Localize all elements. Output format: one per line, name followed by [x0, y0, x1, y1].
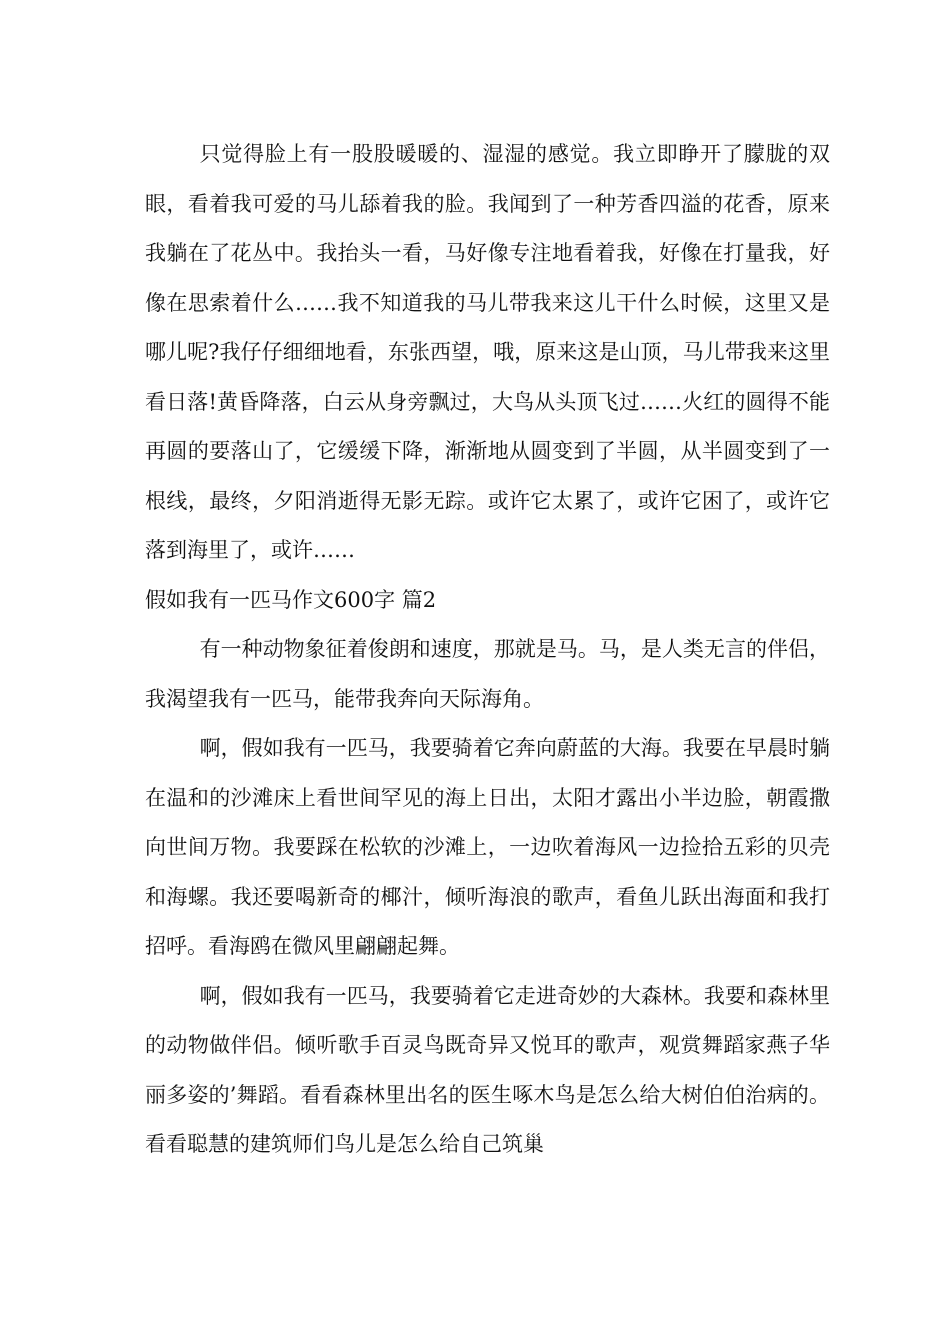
paragraph-forest: 啊，假如我有一匹马，我要骑着它走进奇妙的大森林。我要和森林里的动物做伴侣。倾听歌手百灵鸟既奇异又悦耳的歌声，观赏舞蹈家燕子华丽多姿的’舞蹈。看看森林里出名的医生啄木鸟是怎么给大树伯伯治病的。看看聪慧的建筑师们鸟儿是怎么给自己筑巢	[145, 983, 830, 1156]
paragraph-sea: 啊，假如我有一匹马，我要骑着它奔向蔚蓝的大海。我要在早晨时躺在温和的沙滩床上看世间罕见的海上日出，太阳才露出小半边脸，朝霞撒向世间万物。我要踩在松软的沙滩上，一边吹着海风一边捡拾五彩的贝壳和海螺。我还要喝新奇的椰汁，倾听海浪的歌声，看鱼儿跃出海面和我打招呼。看海鸥在微风里翩翩起舞。	[145, 736, 830, 958]
document-page	[145, 130, 830, 1170]
essay-heading: 假如我有一匹马作文600字 篇2	[145, 587, 437, 612]
paragraph-intro: 有一种动物象征着俊朗和速度，那就是马。马，是人类无言的伴侣，我渴望我有一匹马，能带我奔向天际海角。	[145, 637, 830, 711]
paragraph-sunset: 只觉得脸上有一股股暖暖的、湿湿的感觉。我立即睁开了朦胧的双眼，看着我可爱的马儿舔着我的脸。我闻到了一种芳香四溢的花香，原来我躺在了花丛中。我抬头一看，马好像专注地看着我，好像在打量我，好像在思索着什么……我不知道我的马儿带我来这儿干什么时候，这里又是哪儿呢?我仔仔细细地看，东张西望，哦，原来这是山顶，马儿带我来这里看日落!黄昏降落，白云从身旁飘过，大鸟从头顶飞过……火红的圆得不能再圆的要落山了，它缓缓下降，渐渐地从圆变到了半圆，从半圆变到了一根线，最终，夕阳消逝得无影无踪。或许它太累了，或许它困了，或许它落到海里了，或许……	[145, 142, 830, 562]
